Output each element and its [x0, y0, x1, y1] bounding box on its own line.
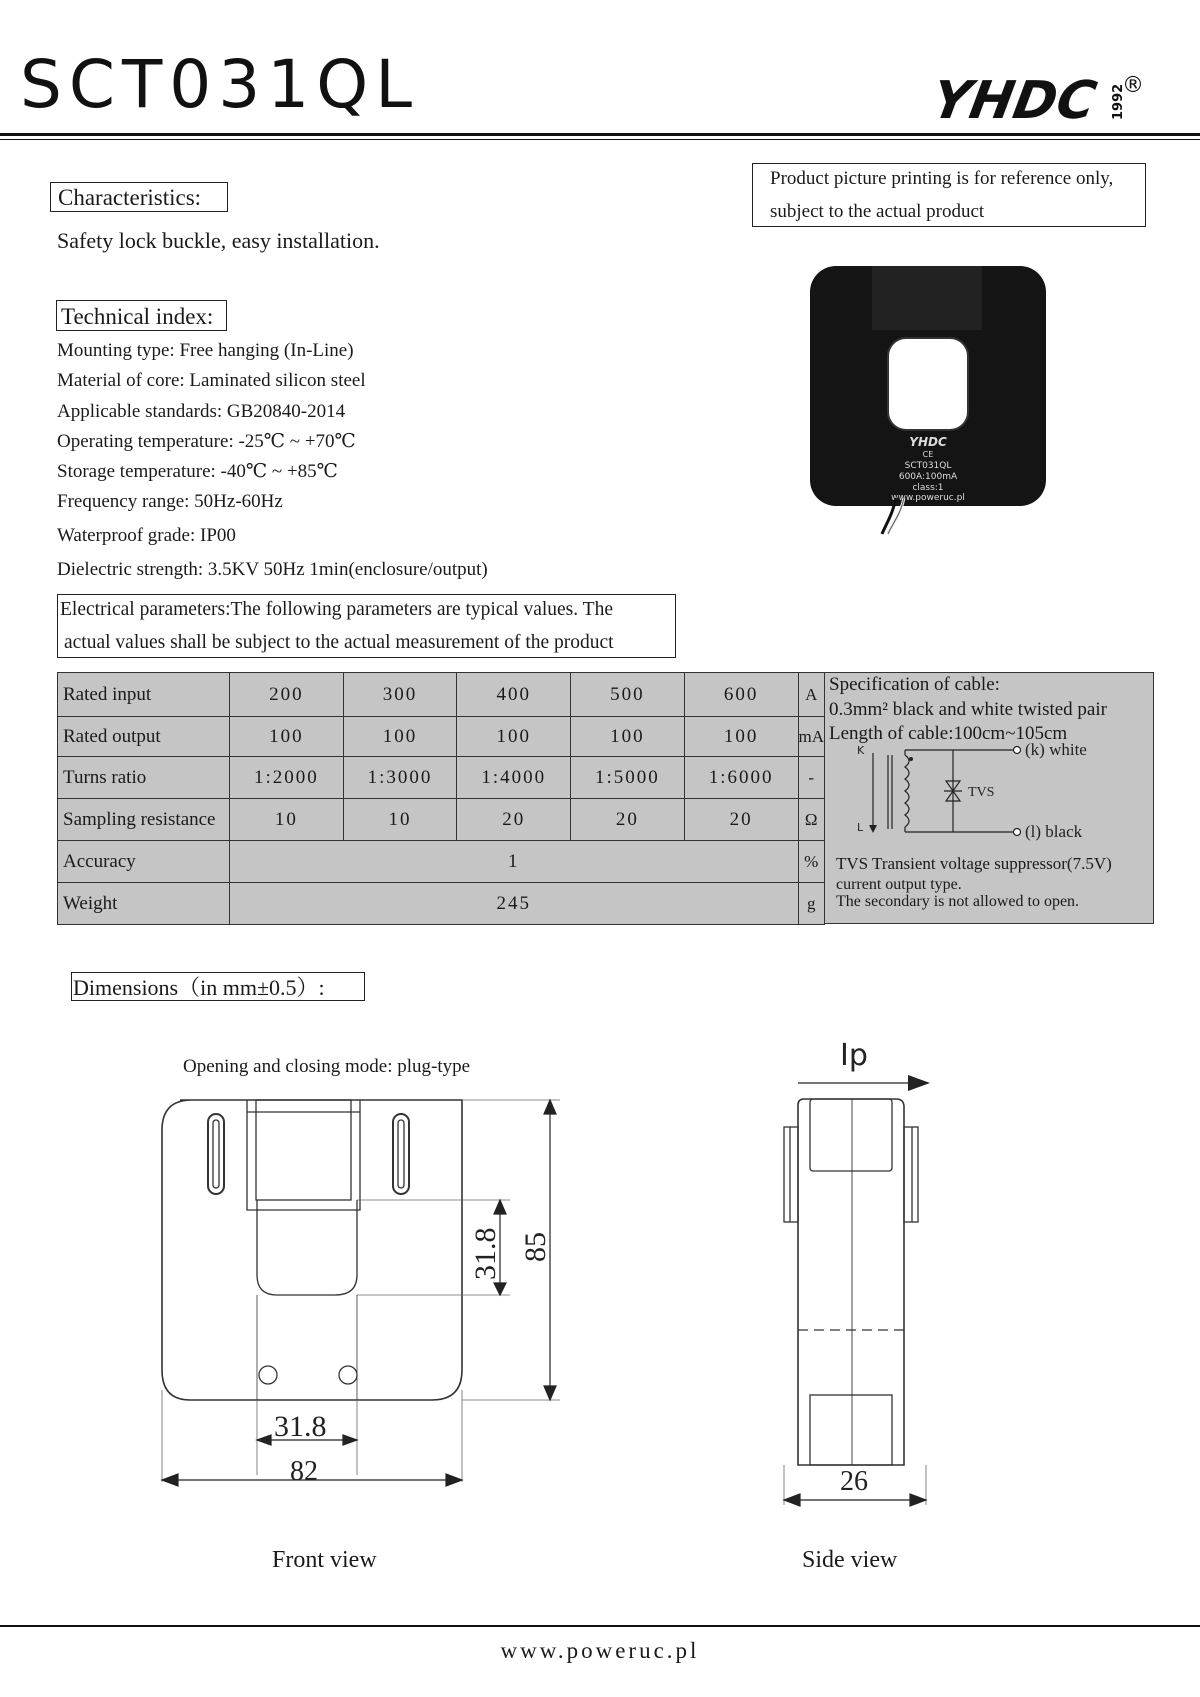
model-title: SCT031QL: [20, 46, 419, 123]
cable-line-3: Length of cable:100cm~105cm: [829, 723, 1068, 744]
characteristics-text: Safety lock buckle, easy installation.: [57, 228, 380, 253]
brand-logo: [927, 60, 1144, 131]
cell: 1:3000: [343, 757, 457, 799]
table-row-accuracy: [58, 841, 825, 883]
wiring-diagram: [825, 740, 1154, 843]
footer-website: www.poweruc.pl: [500, 1638, 700, 1663]
table-row-sampling-resistance: [58, 799, 825, 841]
cell: 20: [684, 799, 798, 841]
front-view-label: Front view: [272, 1547, 377, 1573]
photo-rating: 600A:100mA: [898, 472, 958, 482]
mounting-type: Mounting type: Free hanging (In-Line): [57, 340, 354, 361]
cell: 500: [571, 673, 685, 717]
table-row-weight: [58, 883, 825, 925]
cell: 1:5000: [571, 757, 685, 799]
side-view-drawing: [770, 1035, 950, 1515]
footer-rule: [0, 1625, 1200, 1627]
cell: 20: [571, 799, 685, 841]
unit-cell: A: [798, 673, 825, 717]
cell: 245: [230, 883, 799, 925]
cell: 100: [343, 717, 457, 757]
brand-year: 1992: [1111, 83, 1126, 120]
header-rule-thick: [0, 133, 1200, 136]
electrical-line-2: actual values shall be subject to the actual measurement of the product: [64, 632, 614, 653]
table-row-turns-ratio: [58, 757, 825, 799]
unit-cell: Ω: [798, 799, 825, 841]
dielectric-strength: Dielectric strength: 3.5KV 50Hz 1min(enclosure/output): [57, 559, 488, 580]
cell: 20: [457, 799, 571, 841]
notice-line-1: Product picture printing is for reference only,: [770, 168, 1114, 189]
cell: 300: [343, 673, 457, 717]
storage-temperature: Storage temperature: -40℃ ~ +85℃: [57, 461, 338, 482]
photo-website: www.poweruc.pl: [891, 493, 965, 503]
terminal-l: L: [857, 821, 864, 834]
side-view-label: Side view: [802, 1547, 898, 1573]
cell: 10: [230, 799, 344, 841]
cable-note-3: The secondary is not allowed to open.: [836, 893, 1080, 910]
cell: 1:4000: [457, 757, 571, 799]
header-rule-thin: [0, 139, 1200, 140]
photo-brand: YHDC: [909, 435, 947, 449]
cell: 1:2000: [230, 757, 344, 799]
operating-temperature: Operating temperature: -25℃ ~ +70℃: [57, 431, 356, 452]
product-photo: [800, 258, 1060, 538]
photo-model: SCT031QL: [904, 461, 952, 471]
unit-cell: -: [798, 757, 825, 799]
cable-note-1: TVS Transient voltage suppressor(7.5V): [836, 854, 1112, 873]
cell: 100: [230, 717, 344, 757]
terminal-k: K: [857, 744, 865, 757]
electrical-line-1: Electrical parameters:The following parameters are typical values. The: [60, 599, 613, 620]
dim-height: 85: [519, 1232, 552, 1262]
cell: 200: [230, 673, 344, 717]
photo-ce: CE: [922, 450, 934, 459]
cell: 10: [343, 799, 457, 841]
cable-line-1: Specification of cable:: [829, 674, 1000, 695]
core-material: Material of core: Laminated silicon steel: [57, 370, 366, 391]
row-label: Sampling resistance: [58, 799, 230, 841]
cell: 1:6000: [684, 757, 798, 799]
technical-index-label: Technical index:: [56, 300, 227, 331]
applicable-standards: Applicable standards: GB20840-2014: [57, 401, 346, 422]
cell: 100: [571, 717, 685, 757]
tvs-label: TVS: [968, 785, 995, 800]
current-ip-label: Ip: [840, 1038, 868, 1073]
photo-class: class:1: [912, 483, 944, 493]
front-view-drawing: [150, 1090, 590, 1510]
dim-width: 82: [290, 1456, 318, 1487]
cell: 400: [457, 673, 571, 717]
dim-thickness: 26: [840, 1466, 868, 1497]
cable-note-2: current output type.: [836, 876, 962, 893]
cell: 100: [457, 717, 571, 757]
waterproof-grade: Waterproof grade: IP00: [57, 525, 236, 546]
cable-specification-panel: [825, 672, 1154, 924]
opening-mode: Opening and closing mode: plug-type: [183, 1056, 471, 1077]
row-label: Rated input: [58, 673, 230, 717]
brand-logo-text: YHDC: [927, 70, 1101, 131]
electrical-parameters-note: [57, 594, 676, 658]
table-row-rated-output: [58, 717, 825, 757]
unit-cell: mA: [798, 717, 825, 757]
unit-cell: g: [798, 883, 825, 925]
dim-window-width: 31.8: [274, 1410, 327, 1443]
frequency-range: Frequency range: 50Hz-60Hz: [57, 491, 283, 512]
unit-cell: %: [798, 841, 825, 883]
row-label: Weight: [58, 883, 230, 925]
cell: 600: [684, 673, 798, 717]
characteristics-label: Characteristics:: [50, 182, 228, 212]
reference-notice: [752, 163, 1146, 227]
row-label: Accuracy: [58, 841, 230, 883]
black-wire-label: (l) black: [1025, 822, 1083, 841]
dimensions-label: Dimensions（in mm±0.5）:: [71, 972, 365, 1001]
row-label: Turns ratio: [58, 757, 230, 799]
white-wire-label: (k) white: [1025, 740, 1087, 759]
registered-mark: ®: [1122, 73, 1144, 98]
cell: 1: [230, 841, 799, 883]
dim-window-height: 31.8: [469, 1227, 502, 1280]
table-row-rated-input: [58, 673, 825, 717]
cell: 100: [684, 717, 798, 757]
cable-line-2: 0.3mm² black and white twisted pair: [829, 699, 1107, 720]
notice-line-2: subject to the actual product: [770, 201, 985, 222]
parameters-table: [57, 672, 825, 925]
row-label: Rated output: [58, 717, 230, 757]
